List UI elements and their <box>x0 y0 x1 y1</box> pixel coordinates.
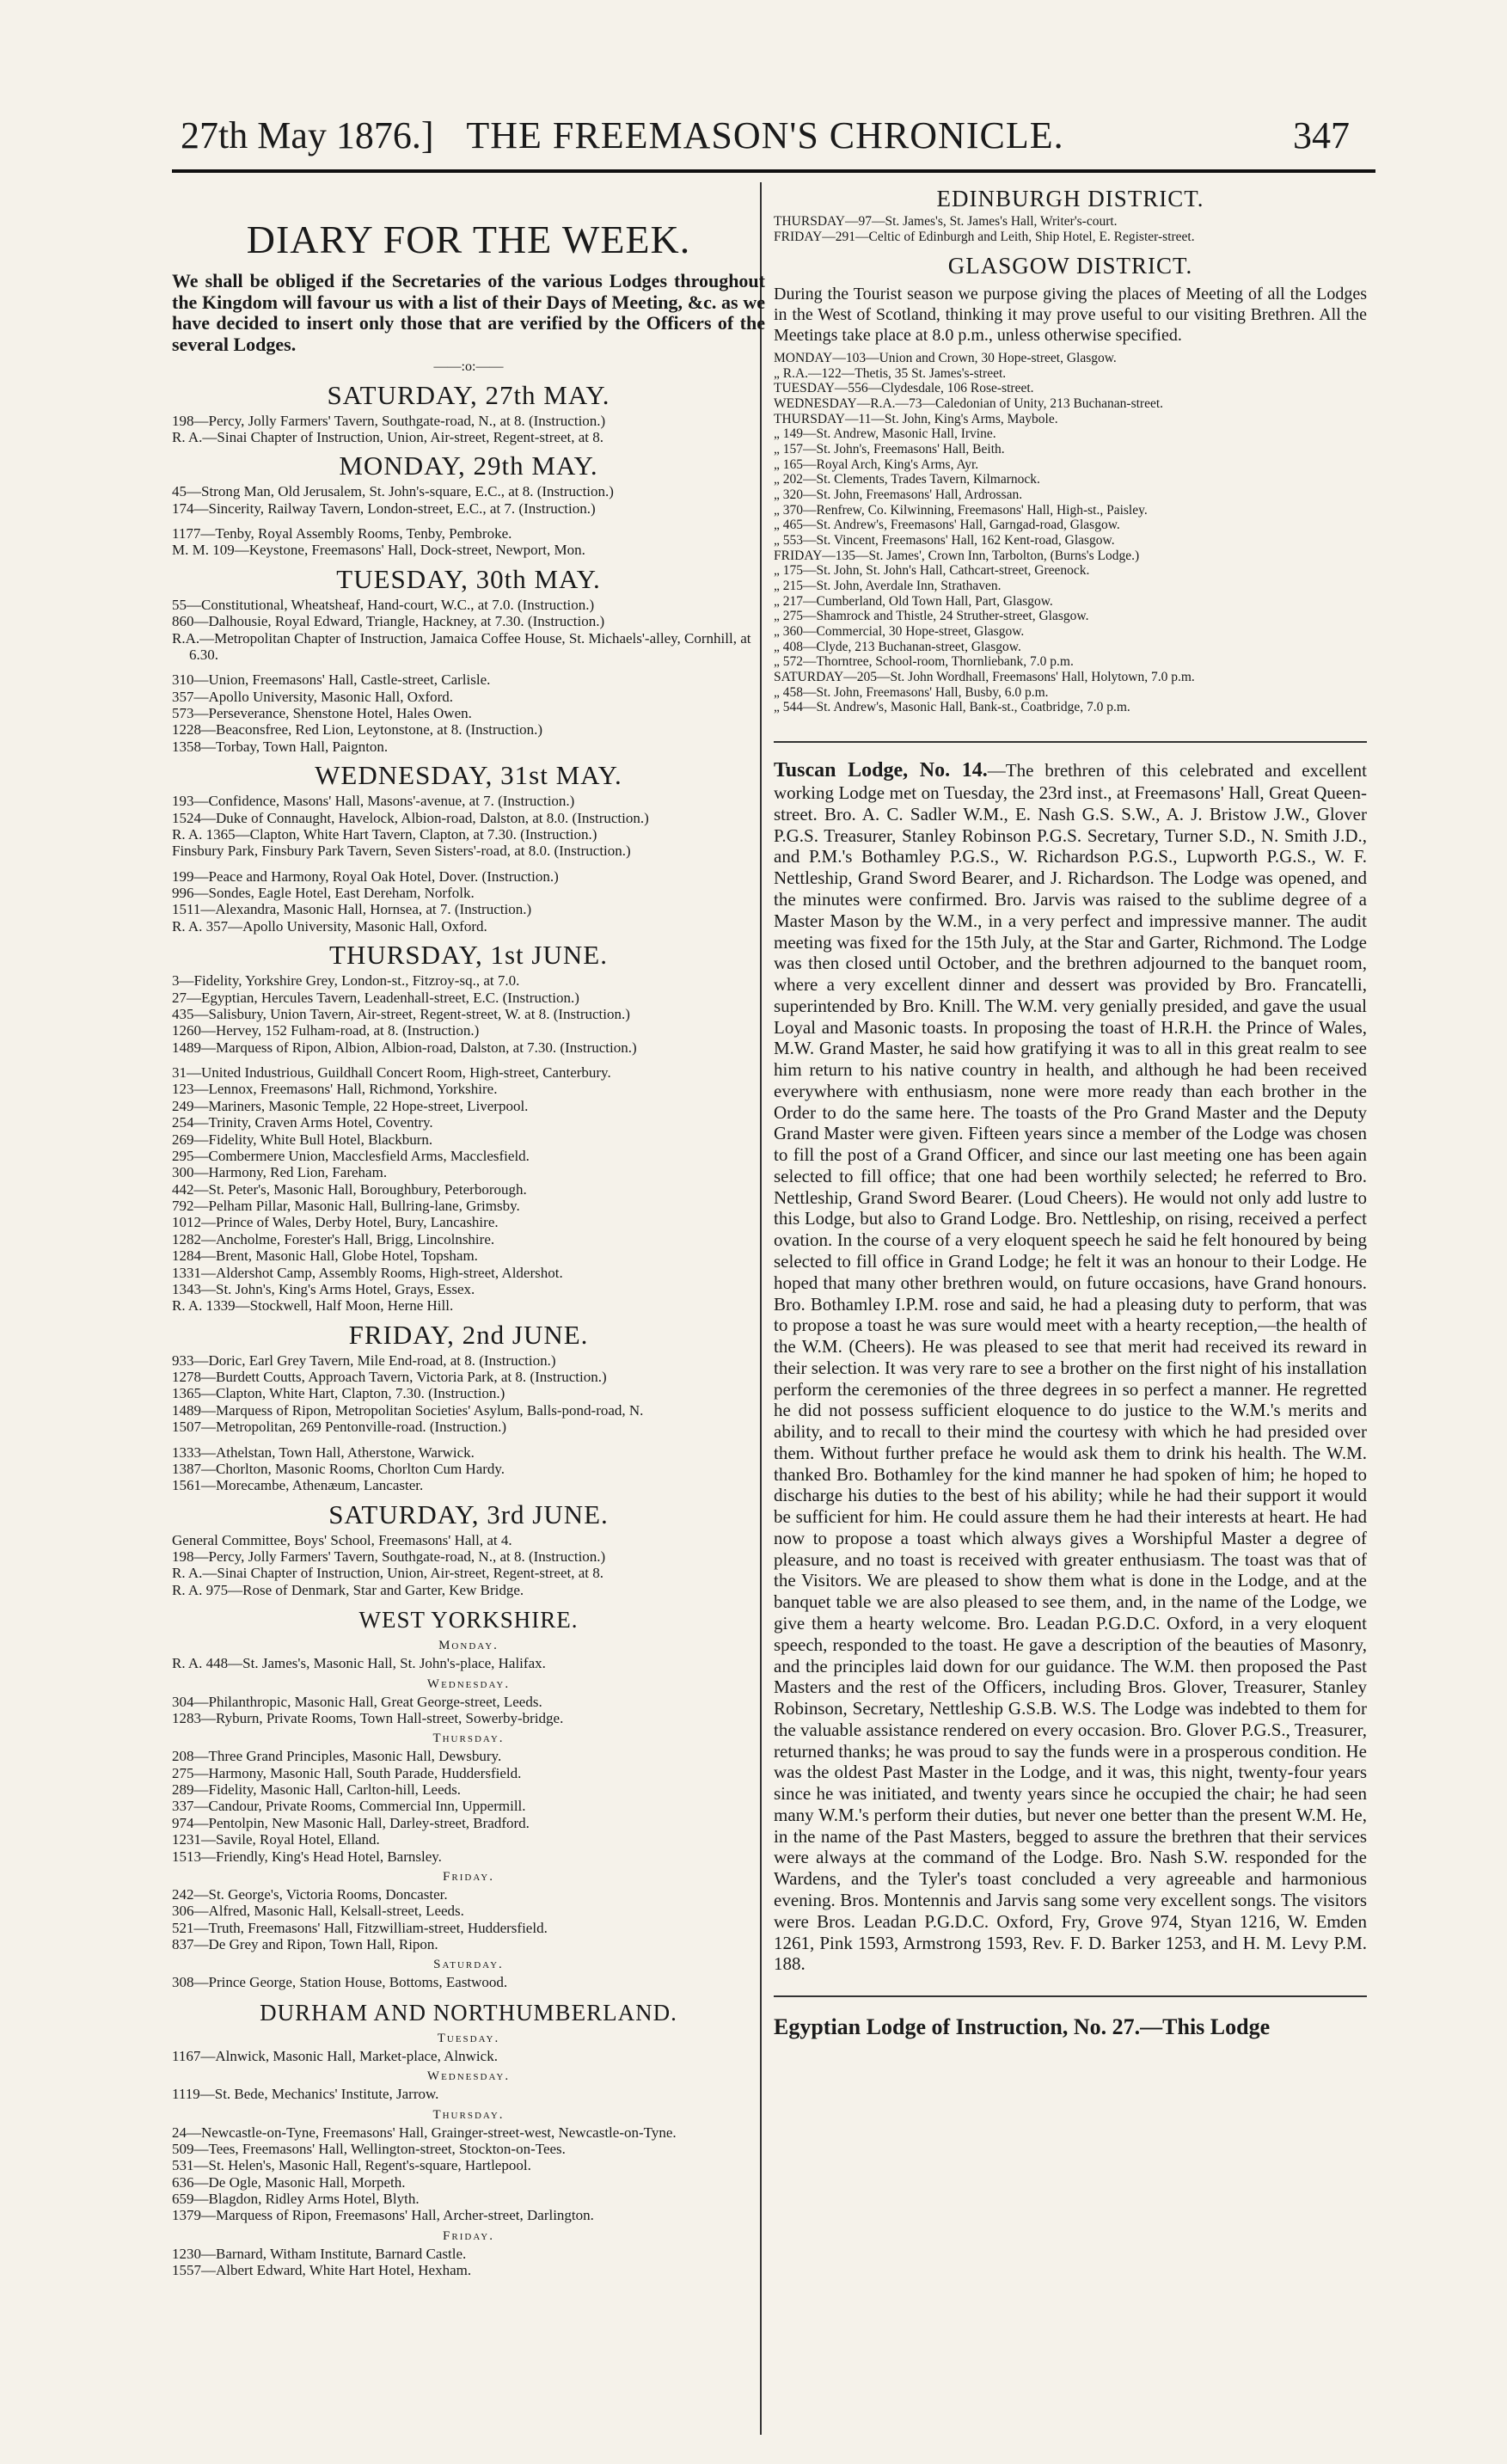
lodge-entry: Finsbury Park, Finsbury Park Tavern, Seven Sisters'-road, at 8.0. (Instruction.) <box>172 843 631 860</box>
lodge-entry: 573—Perseverance, Shenstone Hotel, Hales Owen. <box>172 705 472 721</box>
lodge-entry: 208—Three Grand Principles, Masonic Hall, Dewsbury. <box>172 1748 502 1765</box>
header-rule <box>172 169 1375 173</box>
lodge-entry: 1489—Marquess of Ripon, Albion, Albion-road, Dalston, at 7.30. (Instruction.) <box>172 1039 637 1056</box>
lodge-entry: 1387—Chorlton, Masonic Rooms, Chorlton Cum Hardy. <box>172 1460 505 1477</box>
lodge-entry: 24—Newcastle-on-Tyne, Freemasons' Hall, Grainger-street-west, Newcastle-on-Tyne. <box>172 2124 677 2141</box>
lodge-entry: TUESDAY—556—Clydesdale, 106 Rose-street. <box>774 381 1034 396</box>
diary-days <box>172 380 765 1599</box>
section-rule <box>774 1995 1367 1997</box>
lodge-entry: 435—Salisbury, Union Tavern, Air-street, Regent-street, W. at 8. (Instruction.) <box>172 1005 630 1022</box>
lodge-entry: 123—Lennox, Freemasons' Hall, Richmond, Yorkshire. <box>172 1081 498 1098</box>
weekday-label: Monday. <box>438 1639 499 1653</box>
lodge-entry: „ 320—St. John, Freemasons' Hall, Ardrossan. <box>774 487 1023 502</box>
weekday-label: Saturday. <box>433 1958 504 1972</box>
lodge-entry: 1260—Hervey, 152 Fulham-road, at 8. (Instruction.) <box>172 1022 480 1039</box>
day-heading: TUESDAY, 30th MAY. <box>336 563 601 594</box>
lodge-entry: 636—De Ogle, Masonic Hall, Morpeth. <box>172 2173 406 2191</box>
lodge-entry: 1343—St. John's, King's Arms Hotel, Grays, Essex. <box>172 1280 475 1297</box>
egyptian-lodge-heading: Egyptian Lodge of Instruction, No. 27.—This Lodge <box>774 2014 1271 2040</box>
lodge-entry: 1513—Friendly, King's Head Hotel, Barnsley. <box>172 1848 442 1865</box>
diary-intro: We shall be obliged if the Secretaries of the various Lodges throughout the Kingdom will favour us with a list of their Days of Meeting, &c. as we have decided to insert only those that are verified by the Officers of the several Lodges. <box>172 270 765 355</box>
lodge-entry: R. A. 357—Apollo University, Masonic Hall, Oxford. <box>172 917 487 935</box>
lodge-entry: 1331—Aldershot Camp, Assembly Rooms, High-street, Aldershot. <box>172 1264 563 1281</box>
lodge-entry: 199—Peace and Harmony, Royal Oak Hotel, Dover. (Instruction.) <box>172 867 559 885</box>
edinburgh-list <box>774 214 1367 244</box>
diary-title: DIARY FOR THE WEEK. <box>246 218 691 261</box>
lodge-entry: 1278—Burdett Coutts, Approach Tavern, Victoria Park, at 8. (Instruction.) <box>172 1369 607 1385</box>
lodge-entry: 249—Mariners, Masonic Temple, 22 Hope-street, Liverpool. <box>172 1097 529 1114</box>
lodge-entry: 306—Alfred, Masonic Hall, Kelsall-street, Leeds. <box>172 1903 464 1920</box>
weekday-label: Thursday. <box>432 1732 505 1746</box>
region-heading: DURHAM AND NORTHUMBERLAND. <box>260 1999 677 2026</box>
lodge-entry: „ 553—St. Vincent, Freemasons' Hall, 162 Kent-road, Glasgow. <box>774 532 1115 548</box>
lodge-entry: 996—Sondes, Eagle Hotel, East Dereham, Norfolk. <box>172 885 475 901</box>
lodge-entry: „ 215—St. John, Averdale Inn, Strathaven. <box>774 578 1002 593</box>
tuscan-lodge-body: —The brethren of this celebrated and excellent working Lodge met on Tuesday, the 23rd inst., at Freemasons' Hall, Great Queen-street. Bro. A. C. Sadler W.M., E. Nash G.S. S.W., A. J. Bristow J.W., Glover P.G.S. Treasurer, Stanley Robinson P.G.S. Secretary, Turner S.D., N. Smith J.D., and P.M.'s Bothamley P.G.S., W. Richardson P.G.S., Lupworth P.G.S., W. F. Nettleship, Grand Sword Bearer, and J. Richardson. The Lodge was opened, and the minutes were confirmed. Bro. Jarvis was raised to the sublime degree of a Master Mason by the W.M., in a very perfect and impressive manner. The audit meeting was fixed for the 15th July, at the Star and Garter, Richmond. The Lodge was then closed until October, and the brethren adjourned to the banquet room, where a very excellent dinner and dessert was provided by Bro. Francatelli, superintended by Bro. Knill. The W.M. very genially presided, and gave the usual Loyal and Masonic toasts. In proposing the toast of H.R.H. the Prince of Wales, M.W. Grand Master, he said how gratifying it was to all in this great realm to see him return to his native country in health, and although he had been received everywhere with enthusiasm, none were more ready than each brother in the Order to do the same here. The toasts of the Pro Grand Master and the Deputy Grand Master were given. Fifteen years since a member of the Lodge was chosen to fill the post of a Grand Officer, and since our last meeting one has been again selected to fill office; that one had been worthily selected; he referred to Bro. Nettleship, Grand Sword Bearer. (Loud Cheers). He would not only add lustre to this Lodge, but also to Grand Lodge. Bro. Nettleship, on rising, received a perfect ovation. In the course of a very eloquent speech he said he felt honoured by being selected to fill office in Grand Lodge; he felt it was an honour to their Lodge. He hoped that many other brethren would, on future occasions, have Grand honours. Bro. Bothamley I.P.M. rose and said, he had a pleasing duty to perform, that was to propose a toast he was sure would meet with a hearty reception,—the health of the W.M. (Cheers). He was pleased to see that merit had received its reward in their selection. It was very rare to see a brother on the first night of his installation perform the ceremonies of the three degrees in so perfect a manner. He regretted he did not possess sufficient eloquence to do justice to the W.M.'s merits and ability, and to recall to their mind the courtesy with which he had presided over them. Without further preface he would ask them to drink his health. The W.M. thanked Bro. Bothamley for the kind manner he had spoken of him; he hoped to discharge his duties to the best of his ability; while he had their support it would be sufficient for him. He could assure them he had their interests at heart. He had now to propose a toast which always gives a Worshipful Master a degree of pleasure, and no toast is received with greater enthusiasm. The toast was that of the Visitors. We are pleased to show them what is done in the Lodge, and at the banquet table we are also pleased to see them, and, in the name of the Lodge, we give them a hearty welcome. Bro. Leadan P.G.D.C. Oxford, in a very eloquent speech, responded to the toast. He gave a description of the beauties of Masonry, and the principles laid down for our guidance. The W.M. then proposed the Past Masters and the rest of the Officers, including Bros. Glover, Treasurer, Stanley Robinson, Secretary, Nettleship G.S.B. W.S. The Lodge was indebted to them for the valuable assistance rendered on every occasion. Bro. Glover P.G.S., Treasurer, returned thanks; he was proud to say the funds were in a prosperous condition. He was the oldest Past Master in the Lodge, and it was, this night, twenty-four years since he was initiated, and twenty years since he occupied the chair; he had seen many W.M.'s perform their duties, but never one better than the present W.M. He, in the name of the Past Masters, begged to assure the brethren that their services were always at the command of the Lodge. Bro. Nash S.W. responded for the Wardens, and the Tyler's toast concluded a very agreeable and harmonious evening. Bros. Montennis and Jarvis sang some very excellent songs. The visitors were Bros. Leadan P.G.D.C. Oxford, Fry, Grove 974, Styan 1216, W. Emden 1261, Pink 1593, Armstrong 1593, Rev. F. D. Barker 1253, and H. M. Levy P.M. 188. <box>774 759 1367 1975</box>
lodge-entry: 27—Egyptian, Hercules Tavern, Leadenhall-street, E.C. (Instruction.) <box>172 989 579 1006</box>
lodge-entry: MONDAY—103—Union and Crown, 30 Hope-street, Glasgow. <box>774 351 1117 366</box>
weekday-label: Tuesday. <box>437 2031 500 2045</box>
lodge-entry: 55—Constitutional, Wheatsheaf, Hand-court, W.C., at 7.0. (Instruction.) <box>172 596 595 613</box>
lodge-entry: 442—St. Peter's, Masonic Hall, Boroughbury, Peterborough. <box>172 1180 527 1198</box>
lodge-entry: „ 572—Thorntree, School-room, Thornliebank, 7.0 p.m. <box>774 654 1074 670</box>
lodge-entry: R. A. 1365—Clapton, White Hart Tavern, Clapton, at 7.30. (Instruction.) <box>172 825 597 843</box>
lodge-entry: SATURDAY—205—St. John Wordhall, Freemasons' Hall, Holytown, 7.0 p.m. <box>774 669 1195 684</box>
lodge-entry: 1230—Barnard, Witham Institute, Barnard Castle. <box>172 2245 467 2262</box>
glasgow-intro: During the Tourist season we purpose giving the places of Meeting of all the Lodges in the West of Scotland, thinking it may prove useful to our visiting Brethren. All the Meetings take place at 8.0 p.m., unless otherwise specified. <box>774 285 1367 345</box>
lodge-entry: WEDNESDAY—R.A.—73—Caledonian of Unity, 213 Buchanan-street. <box>774 396 1164 412</box>
lodge-entry: THURSDAY—11—St. John, King's Arms, Maybole. <box>774 411 1058 426</box>
lodge-entry: 974—Pentolpin, New Masonic Hall, Darley-street, Bradford. <box>172 1814 530 1831</box>
lodge-entry: 1012—Prince of Wales, Derby Hotel, Bury, Lancashire. <box>172 1214 499 1231</box>
lodge-entry: 1119—St. Bede, Mechanics' Institute, Jarrow. <box>172 2086 439 2103</box>
lodge-entry: 860—Dalhousie, Royal Edward, Triangle, Hackney, at 7.30. (Instruction.) <box>172 613 605 630</box>
day-heading: SATURDAY, 3rd JUNE. <box>328 1499 609 1529</box>
lodge-entry: 1489—Marquess of Ripon, Metropolitan Societies' Asylum, Balls-pond-road, N. <box>172 1401 644 1419</box>
lodge-entry: 1167—Alnwick, Masonic Hall, Market-place, Alnwick. <box>172 2047 498 2064</box>
lodge-entry: 837—De Grey and Ripon, Town Hall, Ripon. <box>172 1936 438 1952</box>
lodge-entry: „ R.A.—122—Thetis, 35 St. James's-street. <box>774 365 1007 381</box>
section-rule <box>774 741 1367 743</box>
lodge-entry: 1507—Metropolitan, 269 Pentonville-road. (Instruction.) <box>172 1419 507 1436</box>
day-heading: FRIDAY, 2nd JUNE. <box>348 1319 589 1350</box>
issue-date: 27th May 1876.] <box>181 114 434 156</box>
lodge-entry: „ 149—St. Andrew, Masonic Hall, Irvine. <box>774 426 996 442</box>
lodge-entry: 308—Prince George, Station House, Bottoms, Eastwood. <box>172 1974 508 1991</box>
lodge-entry: 174—Sincerity, Railway Tavern, London-street, E.C., at 7. (Instruction.) <box>172 500 596 517</box>
lodge-entry: 1511—Alexandra, Masonic Hall, Hornsea, at 7. (Instruction.) <box>172 901 532 918</box>
lodge-entry: 242—St. George's, Victoria Rooms, Doncaster. <box>172 1885 448 1903</box>
lodge-entry: „ 370—Renfrew, Co. Kilwinning, Freemasons' Hall, High-st., Paisley. <box>774 502 1148 518</box>
lodge-entry: „ 202—St. Clements, Trades Tavern, Kilmarnock. <box>774 472 1040 487</box>
lodge-entry: General Committee, Boys' School, Freemasons' Hall, at 4. <box>172 1531 512 1548</box>
left-column <box>172 182 765 2279</box>
lodge-entry: 269—Fidelity, White Bull Hotel, Blackburn. <box>172 1131 433 1148</box>
lodge-entry: 659—Blagdon, Ridley Arms Hotel, Blyth. <box>172 2191 420 2207</box>
lodge-entry: THURSDAY—97—St. James's, St. James's Hall, Writer's-court. <box>774 214 1118 229</box>
lodge-entry: R. A.—Sinai Chapter of Instruction, Union, Air-street, Regent-street, at 8. <box>172 428 604 445</box>
glasgow-list <box>774 351 1367 715</box>
lodge-entry: 1284—Brent, Masonic Hall, Globe Hotel, Topsham. <box>172 1247 478 1265</box>
page-number: 347 <box>1293 114 1350 156</box>
lodge-entry: „ 275—Shamrock and Thistle, 24 Struther-street, Glasgow. <box>774 609 1089 624</box>
lodge-entry: „ 175—St. John, St. John's Hall, Cathcart-street, Greenock. <box>774 563 1090 579</box>
lodge-entry: „ 360—Commercial, 30 Hope-street, Glasgow. <box>774 623 1025 639</box>
lodge-entry: 1561—Morecambe, Athenæum, Lancaster. <box>172 1477 424 1494</box>
lodge-entry: 357—Apollo University, Masonic Hall, Oxford. <box>172 688 454 705</box>
lodge-entry: 198—Percy, Jolly Farmers' Tavern, Southgate-road, N., at 8. (Instruction.) <box>172 1548 606 1565</box>
lodge-entry: R. A. 975—Rose of Denmark, Star and Garter, Kew Bridge. <box>172 1581 524 1598</box>
lodge-entry: „ 217—Cumberland, Old Town Hall, Part, Glasgow. <box>774 593 1053 609</box>
masthead-title: THE FREEMASON'S CHRONICLE. <box>466 114 1064 156</box>
day-heading: WEDNESDAY, 31st MAY. <box>315 760 622 791</box>
lodge-entry: „ 458—St. John, Freemasons' Hall, Busby, 6.0 p.m. <box>774 684 1049 700</box>
lodge-entry: 933—Doric, Earl Grey Tavern, Mile End-road, at 8. (Instruction.) <box>172 1352 556 1369</box>
lodge-entry: R. A. 448—St. James's, Masonic Hall, St. John's-place, Halifax. <box>172 1655 546 1672</box>
day-heading: THURSDAY, 1st JUNE. <box>329 940 608 971</box>
lodge-entry: 310—Union, Freemasons' Hall, Castle-street, Carlisle. <box>172 671 491 689</box>
lodge-entry: M. M. 109—Keystone, Freemasons' Hall, Dock-street, Newport, Mon. <box>172 542 585 559</box>
separator: ——:o:—— <box>433 359 504 374</box>
lodge-entry: 337—Candour, Private Rooms, Commercial Inn, Uppermill. <box>172 1798 526 1815</box>
lodge-entry: 254—Trinity, Craven Arms Hotel, Coventry. <box>172 1114 433 1131</box>
page-header <box>181 101 1350 162</box>
weekday-label: Thursday. <box>432 2107 505 2122</box>
lodge-entry: 275—Harmony, Masonic Hall, South Parade, Huddersfield. <box>172 1764 522 1781</box>
day-heading: SATURDAY, 27th MAY. <box>327 379 610 410</box>
lodge-entry: 1358—Torbay, Town Hall, Paignton. <box>172 738 389 755</box>
lodge-entry: 521—Truth, Freemasons' Hall, Fitzwilliam-street, Huddersfield. <box>172 1919 548 1936</box>
lodge-entry: 531—St. Helen's, Masonic Hall, Regent's-square, Hartlepool. <box>172 2157 531 2174</box>
lodge-entry: 1365—Clapton, White Hart, Clapton, 7.30. (Instruction.) <box>172 1385 505 1402</box>
lodge-entry: FRIDAY—291—Celtic of Edinburgh and Leith, Ship Hotel, E. Register-street. <box>774 229 1195 244</box>
lodge-entry: 289—Fidelity, Masonic Hall, Carlton-hill, Leeds. <box>172 1781 462 1798</box>
tuscan-lodge-heading: Tuscan Lodge, No. 14. <box>774 758 988 781</box>
lodge-entry: 1379—Marquess of Ripon, Freemasons' Hall, Archer-street, Darlington. <box>172 2207 594 2224</box>
glasgow-title: GLASGOW DISTRICT. <box>947 253 1193 279</box>
weekday-label: Wednesday. <box>426 2069 511 2084</box>
lodge-entry: 295—Combermere Union, Macclesfield Arms, Macclesfield. <box>172 1147 530 1164</box>
lodge-entry: 1333—Athelstan, Town Hall, Atherstone, Warwick. <box>172 1443 475 1461</box>
lodge-entry: 1557—Albert Edward, White Hart Hotel, Hexham. <box>172 2262 472 2279</box>
lodge-entry: 509—Tees, Freemasons' Hall, Wellington-street, Stockton-on-Tees. <box>172 2140 566 2157</box>
lodge-entry: 31—United Industrious, Guildhall Concert Room, High-street, Canterbury. <box>172 1064 611 1081</box>
lodge-entry: 1177—Tenby, Royal Assembly Rooms, Tenby, Pembroke. <box>172 525 512 542</box>
lodge-entry: 300—Harmony, Red Lion, Fareham. <box>172 1164 388 1181</box>
lodge-entry: 792—Pelham Pillar, Masonic Hall, Bullring-lane, Grimsby. <box>172 1198 520 1214</box>
lodge-entry: 3—Fidelity, Yorkshire Grey, London-st., Fitzroy-sq., at 7.0. <box>172 972 520 990</box>
lodge-entry: „ 544—St. Andrew's, Masonic Hall, Bank-st., Coatbridge, 7.0 p.m. <box>774 700 1130 715</box>
weekday-label: Friday. <box>443 2228 494 2243</box>
regional-listings <box>172 1607 765 2278</box>
edinburgh-title: EDINBURGH DISTRICT. <box>936 186 1204 211</box>
lodge-entry: 198—Percy, Jolly Farmers' Tavern, Southgate-road, N., at 8. (Instruction.) <box>172 412 606 429</box>
lodge-entry: 45—Strong Man, Old Jerusalem, St. John's-square, E.C., at 8. (Instruction.) <box>172 483 614 500</box>
lodge-entry: 193—Confidence, Masons' Hall, Masons'-avenue, at 7. (Instruction.) <box>172 793 575 810</box>
lodge-entry: 1282—Ancholme, Forester's Hall, Brigg, Lincolnshire. <box>172 1230 495 1247</box>
lodge-entry: „ 157—St. John's, Freemasons' Hall, Beith. <box>774 442 1005 457</box>
lodge-entry: R. A.—Sinai Chapter of Instruction, Union, Air-street, Regent-street, at 8. <box>172 1565 604 1582</box>
lodge-entry: „ 408—Clyde, 213 Buchanan-street, Glasgow. <box>774 639 1021 654</box>
lodge-entry: „ 165—Royal Arch, King's Arms, Ayr. <box>774 457 979 472</box>
weekday-label: Friday. <box>443 1869 494 1884</box>
lodge-entry: FRIDAY—135—St. James', Crown Inn, Tarbolton, (Burns's Lodge.) <box>774 548 1140 563</box>
lodge-entry: 304—Philanthropic, Masonic Hall, Great George-street, Leeds. <box>172 1693 542 1710</box>
lodge-entry: 1524—Duke of Connaught, Havelock, Albion-road, Dalston, at 8.0. (Instruction.) <box>172 809 649 826</box>
lodge-entry: „ 465—St. Andrew's, Freemasons' Hall, Garngad-road, Glasgow. <box>774 518 1120 533</box>
day-heading: MONDAY, 29th MAY. <box>339 451 598 481</box>
region-heading: WEST YORKSHIRE. <box>358 1607 579 1633</box>
tuscan-lodge-report <box>774 758 1367 1975</box>
lodge-entry: 1228—Beaconsfree, Red Lion, Leytonstone, at 8. (Instruction.) <box>172 721 543 739</box>
lodge-entry: 1231—Savile, Royal Hotel, Elland. <box>172 1831 380 1848</box>
weekday-label: Wednesday. <box>426 1676 511 1691</box>
lodge-entry: R.A.—Metropolitan Chapter of Instruction, Jamaica Coffee House, St. Michaels'-alley, Cornhill, at 6.30. <box>172 629 751 663</box>
lodge-entry: R. A. 1339—Stockwell, Half Moon, Herne Hill. <box>172 1297 454 1315</box>
lodge-entry: 1283—Ryburn, Private Rooms, Town Hall-street, Sowerby-bridge. <box>172 1709 564 1726</box>
right-column <box>774 182 1367 2040</box>
